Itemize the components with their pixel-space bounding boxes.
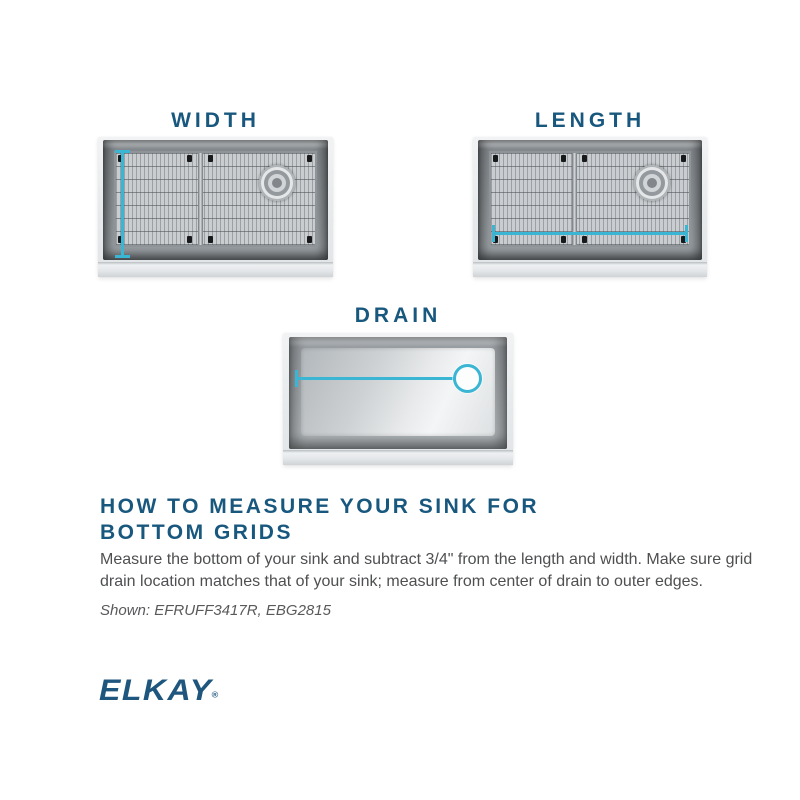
page-title-line2: BOTTOM GRIDS [100,521,293,544]
sink-apron [473,262,707,277]
length-section-title: LENGTH [534,109,646,132]
grid-divider [198,153,203,245]
sink-apron [98,262,333,277]
grid-clip [187,155,192,162]
grid-clip [582,236,587,243]
grid-clip [208,155,213,162]
length-sink-photo [473,137,707,277]
elkay-logo-text: ELKAY [99,673,213,707]
width-measure-line [121,150,124,258]
grid-clip [681,155,686,162]
grid-clip [582,155,587,162]
registered-trademark-icon: ® [211,690,219,700]
page-title-line1: HOW TO MEASURE YOUR SINK FOR [100,495,540,518]
grid-clip [561,155,566,162]
drain-section-title: DRAIN [354,304,442,327]
page-title [100,494,539,546]
width-section-title: WIDTH [171,109,260,132]
instruction-text-line2: drain location matches that of your sink; measure from center of drain to outer edges. [100,573,703,590]
sink-bowl [103,140,328,260]
grid-clip [307,236,312,243]
shown-models-note: Shown: EFRUFF3417R, EBG2815 [100,602,331,619]
width-measure-cap-bottom [115,255,130,258]
bottom-grid [114,151,317,247]
grid-clip [561,236,566,243]
length-measure-line [492,232,688,235]
width-measure-cap-top [115,150,130,153]
sink-bowl [478,140,702,260]
instruction-text-line1: Measure the bottom of your sink and subtract 3/4" from the length and width. Make sure grid [100,551,753,568]
sink-floor [114,151,317,247]
sink-bowl [289,337,507,449]
grid-clip [187,236,192,243]
drain-measure-line [295,377,455,380]
drain-measure-cap-left [295,370,298,387]
drain-highlight-circle-icon [453,364,482,393]
instruction-text [100,549,752,593]
drain-icon [634,165,670,201]
length-measure-cap-right [685,225,688,242]
width-sink-photo [98,137,333,277]
sink-apron [283,450,513,465]
length-measure-cap-left [492,225,495,242]
elkay-logo [99,673,219,707]
grid-clip [493,155,498,162]
drain-icon [259,165,295,201]
grid-clip [208,236,213,243]
drain-sink-photo [283,333,513,465]
grid-clip [307,155,312,162]
